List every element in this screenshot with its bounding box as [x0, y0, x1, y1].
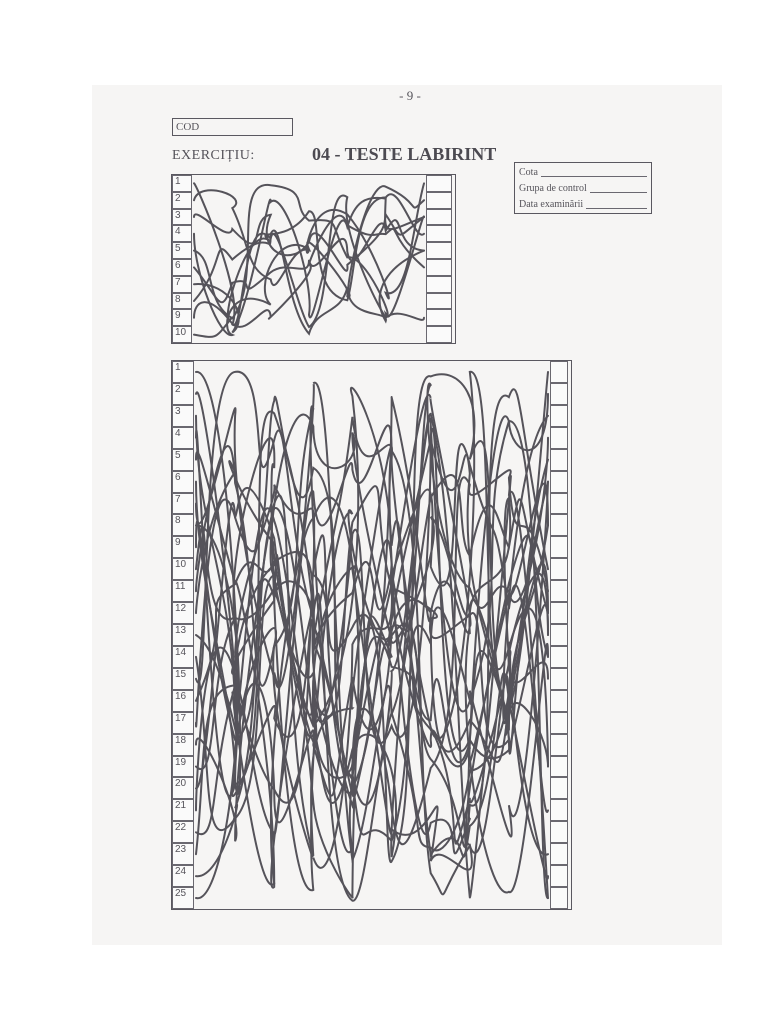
maze-lines	[172, 361, 571, 909]
maze-row-number: 22	[172, 821, 194, 843]
maze-row-number: 10	[172, 558, 194, 580]
maze-row-number: 11	[172, 580, 194, 602]
maze-row-number: 5	[172, 242, 192, 259]
code-field[interactable]: COD	[172, 118, 293, 136]
maze-row-number: 20	[172, 777, 194, 799]
exercise-title: 04 - TESTE LABIRINT	[312, 144, 497, 164]
info-label-score: Cota	[519, 167, 538, 178]
maze-row-number: 9	[172, 309, 192, 326]
page-number: - 9 -	[399, 88, 421, 103]
maze-row-number: 6	[172, 259, 192, 276]
maze-row-number: 2	[172, 383, 194, 405]
info-row-control-group[interactable]	[519, 181, 647, 197]
maze-row-number: 15	[172, 668, 194, 690]
maze-row-number: 4	[172, 225, 192, 242]
maze-large	[171, 360, 572, 910]
info-label-exam-date: Data examinării	[519, 199, 584, 210]
maze-row-number: 2	[172, 192, 192, 209]
maze-row-number: 3	[172, 405, 194, 427]
maze-row-number: 7	[172, 276, 192, 293]
maze-row-number: 8	[172, 293, 192, 310]
maze-row-number: 14	[172, 646, 194, 668]
maze-row-number: 9	[172, 536, 194, 558]
maze-row-number: 21	[172, 799, 194, 821]
maze-row-number: 8	[172, 514, 194, 536]
maze-row-number: 10	[172, 326, 192, 343]
exercise-label: EXERCIȚIU:	[172, 148, 255, 163]
info-box	[514, 162, 652, 214]
maze-small	[171, 174, 456, 344]
maze-row-number: 7	[172, 493, 194, 515]
info-label-control-group: Grupa de control	[519, 183, 587, 194]
maze-row-number: 17	[172, 712, 194, 734]
maze-row-number: 24	[172, 865, 194, 887]
maze-row-number: 18	[172, 734, 194, 756]
maze-row-number: 13	[172, 624, 194, 646]
maze-row-number: 23	[172, 843, 194, 865]
maze-row-number: 1	[172, 175, 192, 192]
maze-row-number: 6	[172, 471, 194, 493]
maze-row-number: 5	[172, 449, 194, 471]
maze-row-number: 3	[172, 209, 192, 226]
maze-row-number: 4	[172, 427, 194, 449]
info-row-score[interactable]	[519, 165, 647, 181]
maze-row-number: 1	[172, 361, 194, 383]
maze-row-number: 12	[172, 602, 194, 624]
maze-row-number: 19	[172, 756, 194, 778]
maze-row-number: 25	[172, 887, 194, 909]
maze-row-number: 16	[172, 690, 194, 712]
maze-lines	[172, 175, 455, 343]
info-row-exam-date[interactable]	[519, 197, 647, 213]
